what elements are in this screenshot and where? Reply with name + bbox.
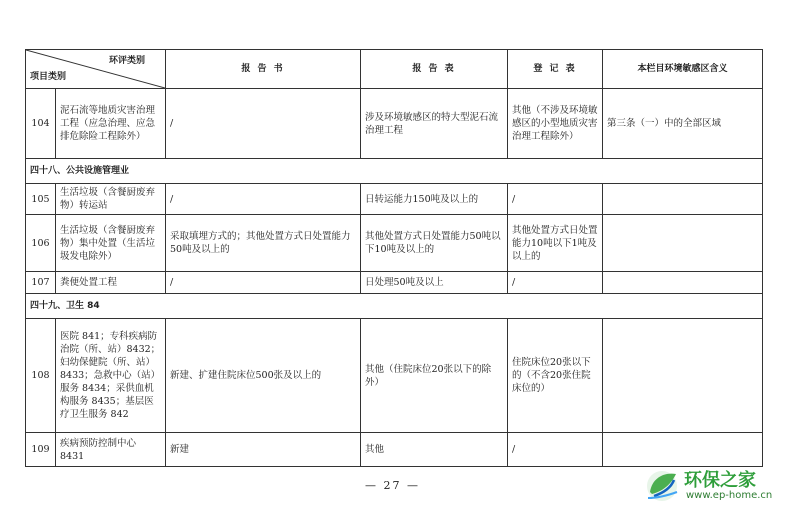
report-book-cell: 新建 (166, 433, 361, 467)
report-book-cell: / (166, 272, 361, 294)
report-book-cell: / (166, 89, 361, 159)
table-row (26, 433, 763, 467)
sensitive-area-cell: 第三条（一）中的全部区域 (603, 89, 763, 159)
register-form-cell: / (508, 433, 603, 467)
project-name: 生活垃圾（含餐厨废弃物）集中处置（生活垃圾发电除外） (56, 215, 166, 272)
watermark-title: 环保之家 (684, 470, 756, 491)
project-name: 生活垃圾（含餐厨废弃物）转运站 (56, 184, 166, 215)
report-form-cell: 其他 (361, 433, 508, 467)
sensitive-area-cell (603, 272, 763, 294)
sensitive-area-cell (603, 319, 763, 433)
register-form-cell: / (508, 184, 603, 215)
report-book-cell: 采取填埋方式的；其他处置方式日处置能力50吨及以上的 (166, 215, 361, 272)
header-project-category: 项目类别 (30, 72, 67, 82)
leaf-logo-icon (644, 468, 680, 502)
row-number: 109 (26, 433, 56, 467)
row-number: 108 (26, 319, 56, 433)
report-form-cell: 日转运能力150吨及以上的 (361, 184, 508, 215)
header-row (26, 50, 763, 89)
table-row (26, 184, 763, 215)
table-row (26, 215, 763, 272)
register-form-cell: / (508, 272, 603, 294)
header-report-form: 报 告 表 (361, 50, 508, 89)
header-sensitive-area: 本栏目环境敏感区含义 (603, 50, 763, 89)
page-number: — 27 — (365, 479, 420, 492)
report-form-cell: 其他（住院床位20张以下的除外） (361, 319, 508, 433)
report-book-cell: / (166, 184, 361, 215)
register-form-cell: 其他（不涉及环境敏感区的小型地质灾害治理工程除外） (508, 89, 603, 159)
project-name: 疾病预防控制中心 8431 (56, 433, 166, 467)
section-row (26, 294, 763, 319)
table-row (26, 89, 763, 159)
sensitive-area-cell (603, 215, 763, 272)
header-eia-category: 环评类别 (108, 56, 145, 66)
row-number: 104 (26, 89, 56, 159)
watermark-url: www.ep-home.cn (686, 490, 773, 501)
project-name: 医院 841；专科疾病防治院（所、站）8432；妇幼保健院（所、站）8433；急救中心（站）服务 8434；采供血机构服务 8435；基层医疗卫生服务 842 (56, 319, 166, 433)
row-number: 107 (26, 272, 56, 294)
section-heading-48: 四十八、公共设施管理业 (26, 159, 763, 184)
sensitive-area-cell (603, 433, 763, 467)
project-name: 泥石流等地质灾害治理工程（应急治理、应急排危除险工程除外） (56, 89, 166, 159)
report-book-cell: 新建、扩建住院床位500张及以上的 (166, 319, 361, 433)
classification-table (25, 49, 763, 467)
header-register-form: 登 记 表 (508, 50, 603, 89)
section-heading-49: 四十九、卫生 84 (26, 294, 763, 319)
report-form-cell: 日处理50吨及以上 (361, 272, 508, 294)
report-form-cell: 其他处置方式日处置能力50吨以下10吨及以上的 (361, 215, 508, 272)
diagonal-header-cell (26, 50, 166, 89)
sensitive-area-cell (603, 184, 763, 215)
report-form-cell: 涉及环境敏感区的特大型泥石流治理工程 (361, 89, 508, 159)
table-row (26, 319, 763, 433)
project-name: 粪便处置工程 (56, 272, 166, 294)
section-row (26, 159, 763, 184)
register-form-cell: 其他处置方式日处置能力10吨以下1吨及以上的 (508, 215, 603, 272)
table-row (26, 272, 763, 294)
row-number: 106 (26, 215, 56, 272)
row-number: 105 (26, 184, 56, 215)
watermark (644, 466, 784, 506)
register-form-cell: 住院床位20张以下的（不含20张住院床位的） (508, 319, 603, 433)
header-report-book: 报 告 书 (166, 50, 361, 89)
